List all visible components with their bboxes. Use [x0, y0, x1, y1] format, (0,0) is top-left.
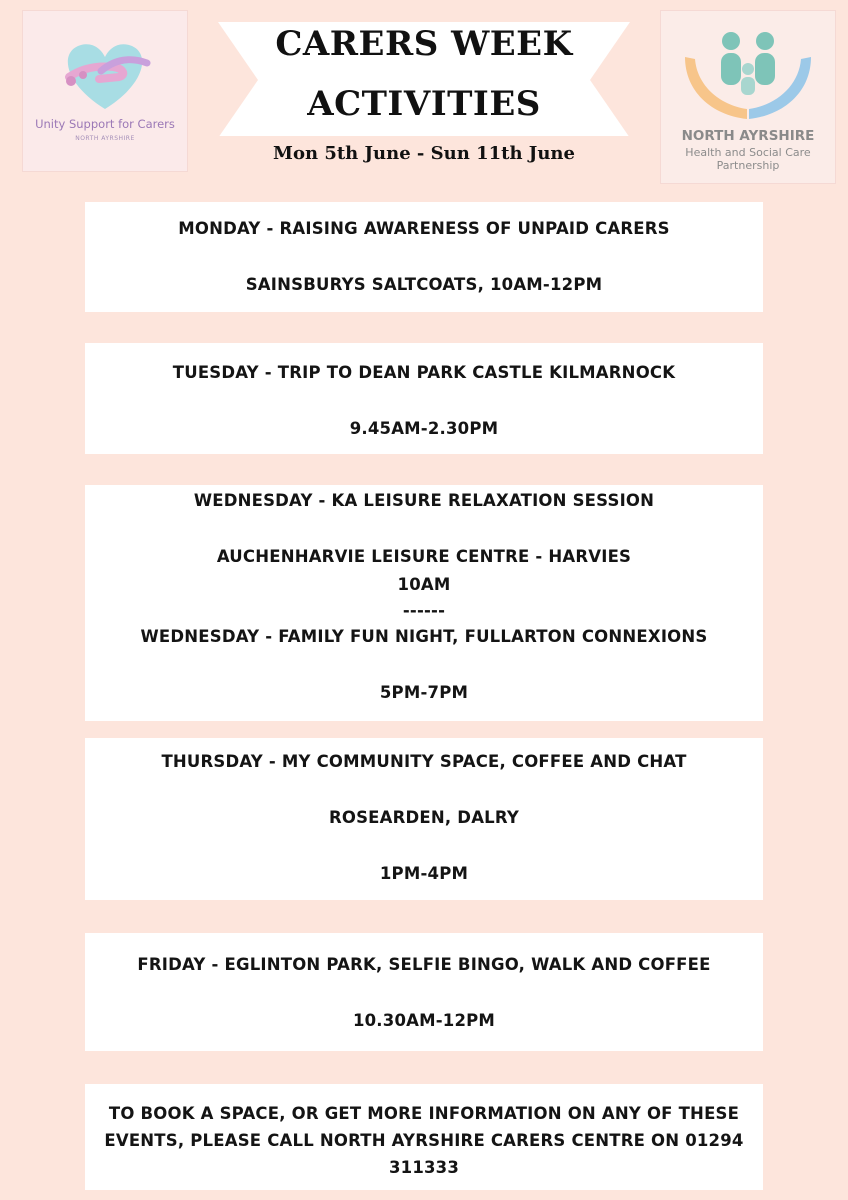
family-hands-icon [661, 11, 835, 121]
thursday-location: ROSEARDEN, DALRY [328, 808, 520, 827]
event-card-tuesday [85, 343, 763, 454]
booking-card [85, 1084, 763, 1190]
event-card-friday [85, 933, 763, 1051]
wednesday-title-2: WEDNESDAY - FAMILY FUN NIGHT, FULLARTON CONNEXIONS [140, 627, 708, 646]
monday-detail: SAINSBURYS SALTCOATS, 10AM-12PM [245, 275, 603, 294]
unity-logo-text: Unity Support for Carers [35, 117, 175, 131]
friday-time: 10.30AM-12PM [352, 1011, 496, 1030]
tuesday-title: TUESDAY - TRIP TO DEAN PARK CASTLE KILMARNOCK [172, 363, 676, 382]
event-card-thursday [85, 738, 763, 900]
wednesday-time: 10AM [397, 575, 451, 594]
tuesday-detail: 9.45AM-2.30PM [349, 419, 499, 438]
wednesday-time-2: 5PM-7PM [379, 683, 469, 702]
nahscp-logo [660, 10, 836, 184]
thursday-title: THURSDAY - MY COMMUNITY SPACE, COFFEE AND CHAT [161, 752, 687, 771]
wednesday-separator: ------ [402, 601, 446, 620]
nahscp-logo-line3: Partnership [716, 159, 780, 172]
page-title-line-1: CARERS WEEK [275, 24, 573, 64]
thursday-time: 1PM-4PM [379, 864, 469, 883]
event-card-wednesday [85, 485, 763, 721]
wednesday-title: WEDNESDAY - KA LEISURE RELAXATION SESSION [193, 491, 655, 510]
friday-title: FRIDAY - EGLINTON PARK, SELFIE BINGO, WALK AND COFFEE [137, 955, 711, 974]
nahscp-logo-line2: Health and Social Care [685, 146, 811, 159]
wednesday-location: AUCHENHARVIE LEISURE CENTRE - HARVIES [216, 547, 632, 566]
monday-title: MONDAY - RAISING AWARENESS OF UNPAID CARERS [178, 219, 670, 238]
unity-support-logo [22, 10, 188, 172]
heart-handshake-icon [23, 11, 187, 121]
unity-logo-subtext: NORTH AYRSHIRE [75, 135, 135, 142]
event-card-monday [85, 202, 763, 312]
event-dates: Mon 5th June - Sun 11th June [273, 143, 575, 164]
page-title-line-2: ACTIVITIES [307, 84, 541, 124]
nahscp-logo-title: NORTH AYRSHIRE [681, 128, 815, 144]
booking-text: TO BOOK A SPACE, OR GET MORE INFORMATION ON ANY OF THESE EVENTS, PLEASE CALL NORTH AYRSHIRE CARERS CENTRE ON 01294 311333 [104, 1104, 744, 1177]
